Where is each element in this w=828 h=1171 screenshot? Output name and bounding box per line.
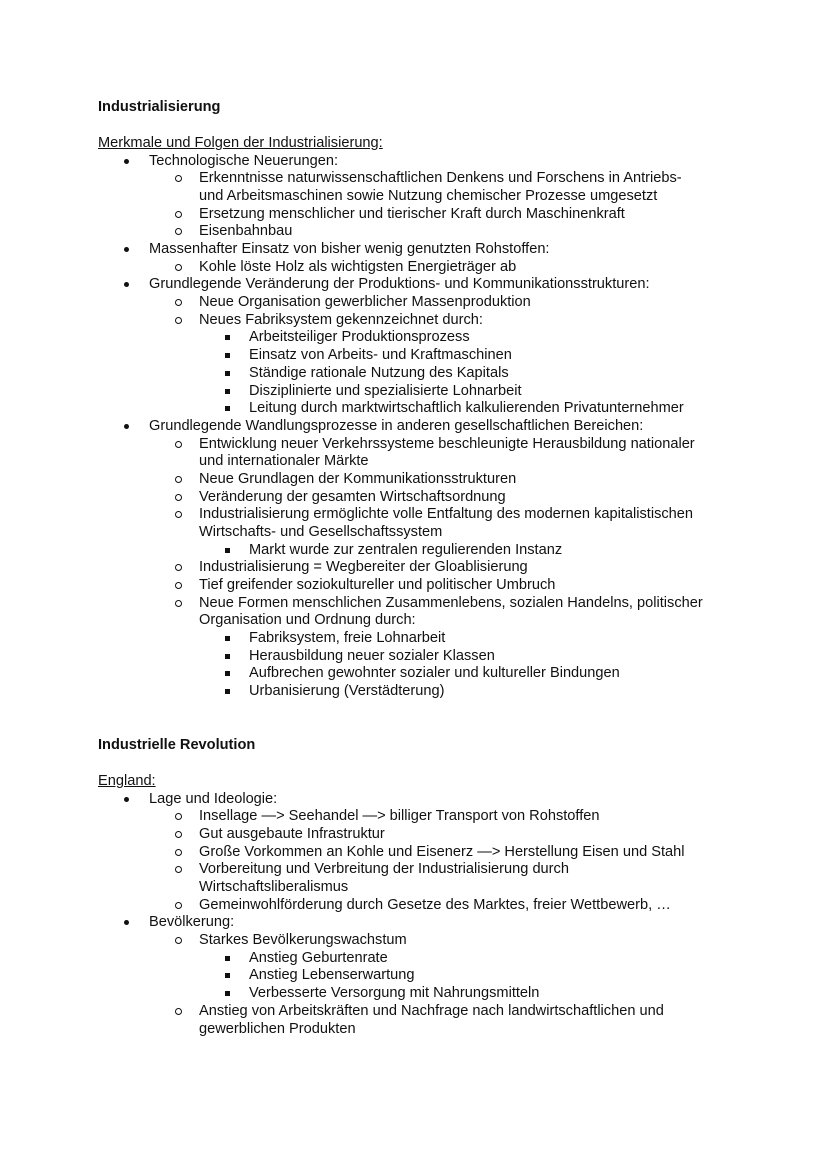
section-heading: Industrielle Revolution bbox=[98, 737, 256, 753]
list-item-level-1: Technologische Neuerungen: bbox=[149, 152, 339, 169]
list-item-level-3: Disziplinierte und spezialisierte Lohnarbeit bbox=[249, 382, 522, 399]
list-item-level-3: Herausbildung neuer sozialer Klassen bbox=[249, 647, 495, 664]
list-item-level-2: gewerblichen Produkten bbox=[199, 1020, 356, 1037]
list-item-level-3: Aufbrechen gewohnter sozialer und kultureller Bindungen bbox=[249, 665, 620, 682]
section-subheading: Merkmale und Folgen der Industrialisierung: bbox=[98, 135, 383, 151]
list-item-level-2: Ersetzung menschlicher und tierischer Kraft durch Maschinenkraft bbox=[199, 205, 625, 222]
list-item-level-2: Industrialisierung = Wegbereiter der Gloablisierung bbox=[199, 559, 528, 576]
list-item-level-2: Gemeinwohlförderung durch Gesetze des Marktes, freier Wettbewerb, … bbox=[199, 896, 671, 913]
list-item-level-2: Anstieg von Arbeitskräften und Nachfrage nach landwirtschaftlichen und bbox=[199, 1002, 664, 1019]
list-item-level-2: Tief greifender soziokultureller und politischer Umbruch bbox=[199, 577, 556, 593]
list-item-level-2: Industrialisierung ermöglichte volle Entfaltung des modernen kapitalistischen bbox=[199, 506, 694, 523]
list-item-level-2: Große Vorkommen an Kohle und Eisenerz —> Herstellung Eisen und Stahl bbox=[199, 843, 685, 860]
list-item-level-2: Wirtschafts- und Gesellschaftssystem bbox=[199, 523, 443, 540]
list-item-level-2: Starkes Bevölkerungswachstum bbox=[199, 932, 407, 949]
list-item-level-3: Anstieg Geburtenrate bbox=[249, 949, 388, 966]
list-item-level-2: Vorbereitung und Verbreitung der Industrialisierung durch bbox=[199, 861, 569, 878]
list-item-level-3: Verbesserte Versorgung mit Nahrungsmitteln bbox=[249, 985, 540, 1002]
list-item-level-2: Insellage —> Seehandel —> billiger Transport von Rohstoffen bbox=[199, 808, 600, 825]
section-subheading: England: bbox=[98, 773, 156, 789]
list-item-level-1: Grundlegende Veränderung der Produktions- und Kommunikationsstrukturen: bbox=[149, 276, 650, 293]
list-item-level-2: Gut ausgebaute Infrastruktur bbox=[199, 826, 385, 843]
list-item-level-2: Neue Formen menschlichen Zusammenlebens, sozialen Handelns, politischer bbox=[199, 594, 703, 611]
list-item-level-3: Ständige rationale Nutzung des Kapitals bbox=[249, 364, 509, 381]
section-heading: Industrialisierung bbox=[98, 99, 221, 115]
list-item-level-3: Markt wurde zur zentralen regulierenden Instanz bbox=[249, 541, 563, 558]
list-item-level-3: Urbanisierung (Verstädterung) bbox=[249, 683, 445, 700]
list-item-level-1: Lage und Ideologie: bbox=[149, 790, 278, 807]
list-item-level-3: Anstieg Lebenserwartung bbox=[249, 967, 415, 984]
list-item-level-3: Leitung durch marktwirtschaftlich kalkulierenden Privatunternehmer bbox=[249, 400, 684, 417]
list-item-level-3: Arbeitsteiliger Produktionsprozess bbox=[249, 329, 470, 346]
list-item-level-1: Bevölkerung: bbox=[149, 914, 235, 931]
list-item-level-1: Massenhafter Einsatz von bisher wenig genutzten Rohstoffen: bbox=[149, 241, 550, 258]
list-item-level-3: Fabriksystem, freie Lohnarbeit bbox=[249, 630, 446, 647]
list-item-level-2: Organisation und Ordnung durch: bbox=[199, 612, 416, 629]
list-item-level-3: Einsatz von Arbeits- und Kraftmaschinen bbox=[249, 347, 512, 364]
list-item-level-1: Grundlegende Wandlungsprozesse in anderen gesellschaftlichen Bereichen: bbox=[149, 417, 644, 434]
list-item-level-2: Erkenntnisse naturwissenschaftlichen Denkens und Forschens in Antriebs- bbox=[199, 170, 682, 187]
list-item-level-2: Entwicklung neuer Verkehrssysteme beschleunigte Herausbildung nationaler bbox=[199, 435, 695, 452]
list-item-level-2: Neue Grundlagen der Kommunikationsstrukturen bbox=[199, 470, 517, 487]
list-item-level-2: Neues Fabriksystem gekennzeichnet durch: bbox=[199, 311, 483, 328]
list-item-level-2: und internationaler Märkte bbox=[199, 453, 369, 470]
list-item-level-2: Veränderung der gesamten Wirtschaftsordnung bbox=[199, 488, 506, 505]
list-item-level-2: Kohle löste Holz als wichtigsten Energieträger ab bbox=[199, 258, 517, 275]
list-item-level-2: Eisenbahnbau bbox=[199, 223, 293, 240]
list-item-level-2: und Arbeitsmaschinen sowie Nutzung chemischer Prozesse umgesetzt bbox=[199, 188, 658, 205]
list-item-level-2: Neue Organisation gewerblicher Massenproduktion bbox=[199, 294, 531, 311]
list-item-level-2: Wirtschaftsliberalismus bbox=[199, 879, 349, 896]
